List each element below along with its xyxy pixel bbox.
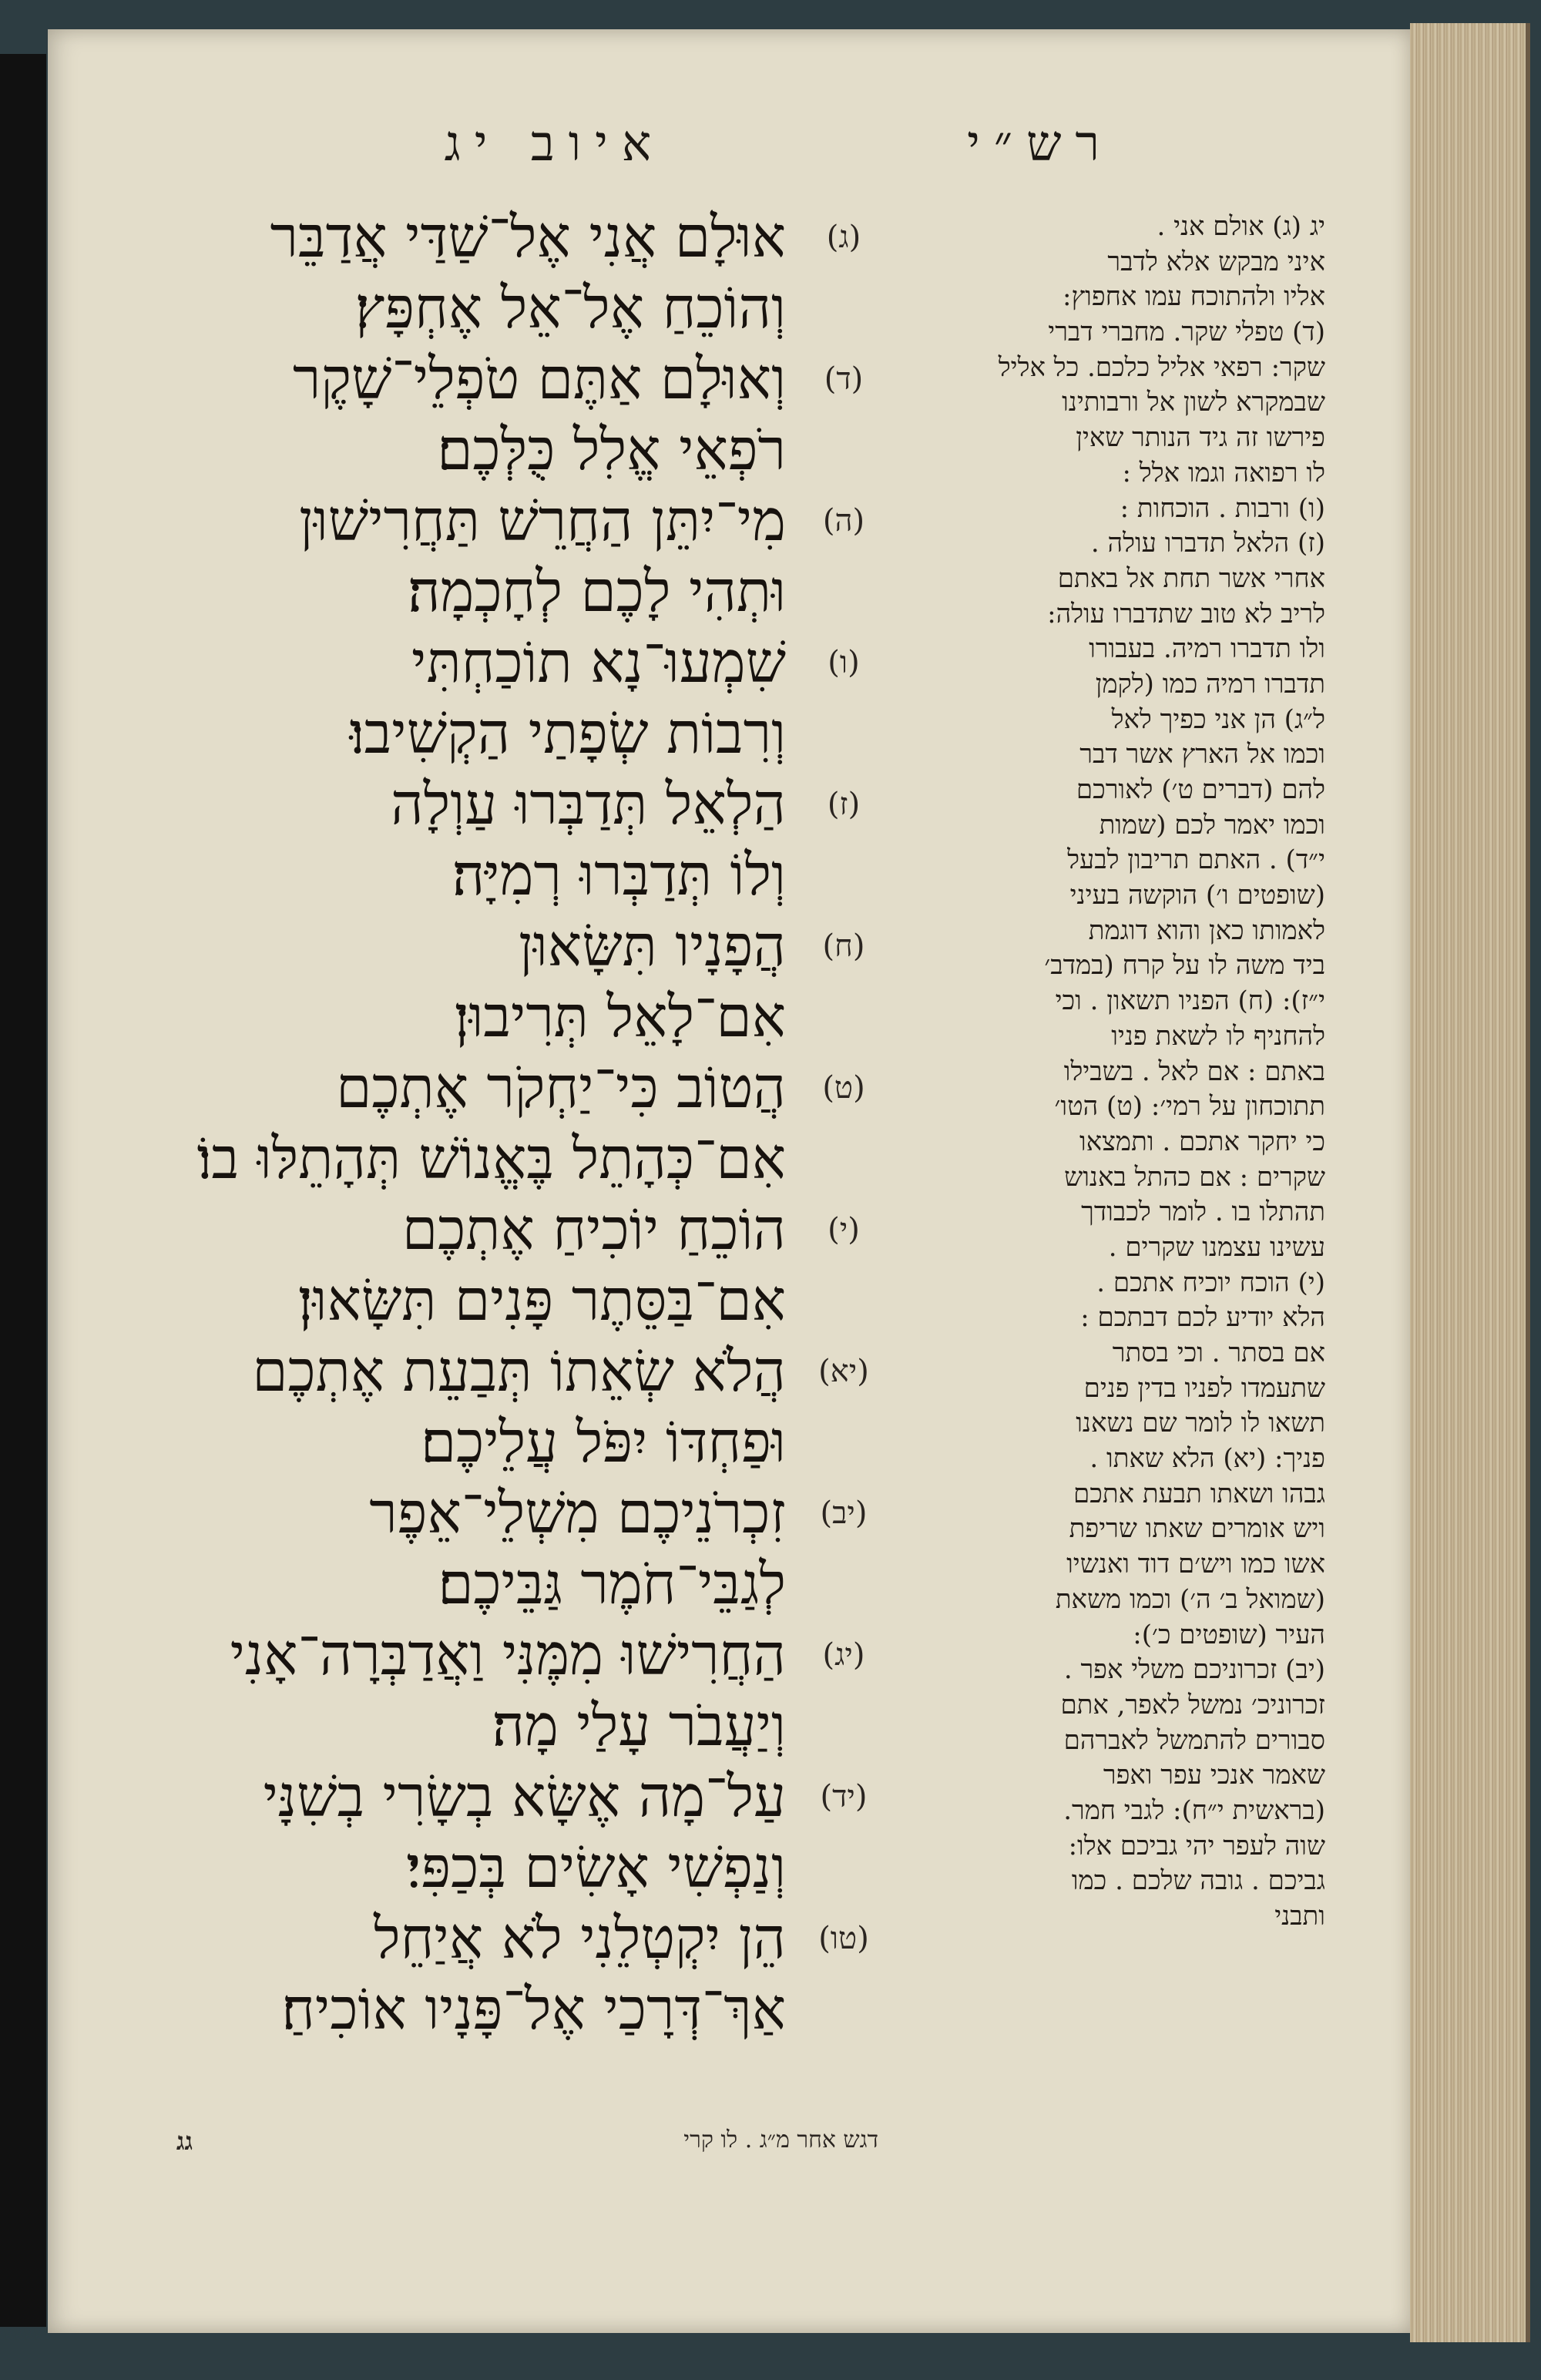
signature-mark: גג bbox=[176, 2127, 193, 2156]
verse-number: (יד) bbox=[820, 1779, 868, 1814]
verse-text: הַלְאֵל תְּדַבְּרוּ עַוְלָה bbox=[391, 771, 786, 838]
commentary-line: איני מבקש אלא לדבר bbox=[1107, 246, 1325, 277]
verse-line bbox=[116, 698, 886, 769]
commentary-line: תתוכחון על רמי׳: (ט) הטו׳ bbox=[1054, 1091, 1325, 1123]
commentary-line: גביכם . גובה שלכם . כמו bbox=[1071, 1865, 1325, 1897]
verse-line bbox=[116, 1903, 886, 1974]
verse-line bbox=[116, 1194, 886, 1265]
verse-line bbox=[116, 1478, 886, 1549]
commentary-line: שתעמדו לפניו בדין פנים bbox=[1083, 1372, 1325, 1404]
verse-number: (י) bbox=[828, 1212, 860, 1247]
verse-line bbox=[116, 1690, 886, 1761]
commentary-line: שקר: רפאי אליל כלכם. כל אליל bbox=[998, 351, 1325, 383]
verse-line bbox=[116, 556, 886, 627]
commentary-line: תהתלו בו . לומר לכבודך bbox=[1081, 1197, 1325, 1228]
verse-number: (ג) bbox=[826, 220, 861, 255]
verse-text: הֲטוֹב כִּי־יַחְקֹר אֶתְכֶם bbox=[336, 1055, 786, 1121]
commentary-line: יג (ג) אולם אני . bbox=[1157, 211, 1325, 242]
verse-line bbox=[116, 769, 886, 840]
verse-line bbox=[116, 1761, 886, 1832]
verse-text: הַחֲרִישׁוּ מִמֶּנִּי וַאֲדַבְּרָה־אָנִי bbox=[230, 1622, 786, 1688]
commentary-line: סבורים להתמשל לאברהם bbox=[1063, 1724, 1325, 1756]
commentary-line: פירשו זה גיד הנותר שאין bbox=[1076, 422, 1325, 454]
verse-line bbox=[116, 415, 886, 485]
verse-number: (ז) bbox=[827, 787, 861, 822]
verse-line bbox=[116, 1052, 886, 1123]
commentary-line: להם (דברים ט׳) לאורכם bbox=[1076, 774, 1325, 805]
verse-text: הוֹכֵחַ יוֹכִיחַ אֶתְכֶם bbox=[401, 1197, 786, 1263]
commentary-line: (ו) ורבות . הוכחות : bbox=[1120, 492, 1325, 524]
verse-line bbox=[116, 1123, 886, 1194]
commentary-line: הלא יודיע לכם דבתכם : bbox=[1080, 1302, 1325, 1334]
commentary-line: עשינו עצמנו שקרים . bbox=[1108, 1231, 1325, 1263]
commentary-line: שבמקרא לשון אל ורבותינו bbox=[1062, 387, 1325, 418]
commentary-line: וכמו אל הארץ אשר דבר bbox=[1079, 739, 1325, 770]
page-title: איוב יג bbox=[444, 116, 666, 173]
commentary-line: לריב לא טוב שתדברו עולה: bbox=[1047, 598, 1325, 629]
verse-number: (יג) bbox=[822, 1637, 865, 1673]
verse-line bbox=[116, 1336, 886, 1407]
verse-line bbox=[116, 1620, 886, 1690]
commentary-title: רש״י bbox=[967, 116, 1113, 173]
verse-number: (ו) bbox=[828, 645, 860, 680]
commentary-line: אליו ולהתוכח עמו אחפוץ: bbox=[1063, 281, 1325, 313]
verse-line bbox=[116, 273, 886, 344]
commentary-line: פניך: (יא) הלא שאתו . bbox=[1089, 1443, 1325, 1475]
verse-text: הֲפָנָיו תִּשָּׂאוּן bbox=[519, 913, 786, 979]
commentary-line: ויש אומרים שאתו שריפת bbox=[1069, 1513, 1325, 1545]
verse-text: וְלוֹ תְּדַבְּרוּ רְמִיָּה׃ bbox=[452, 842, 786, 908]
commentary-line: לו רפואה וגמו אלל : bbox=[1122, 457, 1325, 488]
verse-text: וּתְהִי לָכֶם לְחָכְמָה׃ bbox=[407, 559, 786, 625]
verse-text: וְרִבוֹת שְׂפָתַי הַקְשִׁיבוּ׃ bbox=[349, 700, 786, 767]
commentary-line: ל״ג) הן אני כפיך לאל bbox=[1111, 703, 1325, 735]
verse-line bbox=[116, 1974, 886, 2045]
commentary-column bbox=[878, 210, 1325, 2074]
verse-text: רֹפְאֵי אֱלִל כֻּלְּכֶם׃ bbox=[437, 417, 786, 483]
verse-line bbox=[116, 1407, 886, 1478]
verse-text: הֵן יִקְטְלֵנִי לֹא אֲיַחֵל bbox=[373, 1905, 786, 1972]
commentary-line: שוה לעפר יהי גביכם אלו: bbox=[1068, 1830, 1325, 1861]
commentary-line: תדברו רמיה כמו (לקמן bbox=[1095, 668, 1325, 700]
page-block-edges bbox=[1410, 23, 1530, 2342]
verse-number: (ד) bbox=[824, 361, 864, 397]
verse-line bbox=[116, 840, 886, 911]
verse-line bbox=[116, 1832, 886, 1903]
verse-line bbox=[116, 627, 886, 698]
commentary-line: (בראשית י״ח): לגבי חמר. bbox=[1063, 1794, 1325, 1826]
adjacent-page-edge bbox=[0, 54, 46, 2327]
commentary-line: אשו כמו ויש׳ם דוד ואנשיו bbox=[1066, 1549, 1325, 1580]
commentary-line: (ד) טפלי שקר. מחברי דברי bbox=[1048, 317, 1325, 348]
commentary-line: (ז) הלאל תדברו עולה . bbox=[1090, 528, 1325, 559]
commentary-line: ולו תדברו רמיה. בעבורו bbox=[1089, 633, 1325, 665]
commentary-line: (י) הוכח יוכיח אתכם . bbox=[1096, 1267, 1325, 1298]
verse-text: שִׁמְעוּ־נָא תוֹכַחְתִּי bbox=[411, 629, 786, 696]
verse-number: (ח) bbox=[822, 928, 865, 964]
commentary-line: שקרים : אם כהתל באנוש bbox=[1064, 1161, 1325, 1193]
verse-line bbox=[116, 1549, 886, 1620]
commentary-line: י״ד) . האתם תריבון לבעל bbox=[1067, 844, 1325, 876]
verse-text: אִם־כְּהָתֵל בֶּאֱנוֹשׁ תְּהָתֵלּוּ בוֹ׃ bbox=[196, 1126, 786, 1192]
verse-text: הֲלֹא שְׂאֵתוֹ תְּבַעֵת אֶתְכֶם bbox=[252, 1338, 786, 1405]
commentary-line: גבהו ושאתו תבעת אתכם bbox=[1073, 1478, 1325, 1509]
verse-text: אִם־לָאֵל תְּרִיבוּן׃ bbox=[454, 984, 786, 1050]
verse-text: וְיַעֲבֹר עָלַי מָה׃ bbox=[492, 1693, 786, 1759]
commentary-line: זכרוניכ׳ נמשל לאפר, אתם bbox=[1060, 1689, 1325, 1720]
commentary-line: י״ז): (ח) הפניו תשאון . וכי bbox=[1055, 985, 1325, 1017]
commentary-line: ביד משה לו על קרח (במדב׳ bbox=[1044, 950, 1325, 982]
commentary-line: וכמו יאמר לכם (שמות bbox=[1099, 809, 1325, 841]
verse-text: אוּלָם אֲנִי אֶל־שַׁדַּי אֲדַבֵּר bbox=[270, 204, 786, 270]
verse-text: וְהוֹכֵחַ אֶל־אֵל אֶחְפָּץ׃ bbox=[354, 275, 786, 341]
verse-text: אִם־בַּסֵּתֶר פָּנִים תִּשָּׂאוּן׃ bbox=[297, 1267, 786, 1334]
verse-line bbox=[116, 911, 886, 982]
commentary-line: (יב) זכרוניכם משלי אפר . bbox=[1063, 1654, 1325, 1686]
verse-text: וּפַחְדּוֹ יִפֹּל עֲלֵיכֶם׃ bbox=[420, 1409, 786, 1475]
commentary-line: (שופטים ו׳) הוקשה בעיני bbox=[1069, 880, 1325, 911]
verse-text: אַךְ־דְּרָכַי אֶל־פָּנָיו אוֹכִיחַ׃ bbox=[281, 1976, 786, 2043]
verse-line bbox=[116, 202, 886, 273]
verse-text: עַל־מָה אֶשָּׂא בְשָׂרִי בְשִׁנָּי bbox=[263, 1764, 786, 1830]
commentary-line: תשאו לו לומר שם נשאנו bbox=[1076, 1408, 1325, 1439]
verse-column bbox=[116, 202, 886, 2128]
verse-text: וְאוּלָם אַתֶּם טֹפְלֵי־שָׁקֶר bbox=[293, 346, 786, 412]
verse-number: (טו) bbox=[818, 1921, 869, 1956]
verse-text: זִכְרֹנֵיכֶם מִשְׁלֵי־אֵפֶר bbox=[369, 1480, 786, 1546]
commentary-line: העיר (שופטים כ׳): bbox=[1133, 1619, 1325, 1650]
verse-line bbox=[116, 982, 886, 1052]
commentary-line: כי יחקר אתכם . ותמצאו bbox=[1079, 1126, 1325, 1157]
verse-number: (יא) bbox=[818, 1354, 869, 1389]
footnote: דגש אחר מ״ג . לו קרי bbox=[683, 2127, 878, 2153]
verse-number: (ט) bbox=[822, 1070, 865, 1106]
verse-line bbox=[116, 485, 886, 556]
verse-text: וְנַפְשִׁי אָשִׂים בְּכַפִּי׃ bbox=[406, 1835, 786, 1901]
verse-text: מִי־יִתֵּן הַחֲרֵשׁ תַּחֲרִישׁוּן bbox=[299, 488, 786, 554]
verse-line bbox=[116, 344, 886, 415]
commentary-line: באתם : אם לאל . בשבילו bbox=[1063, 1056, 1325, 1087]
commentary-line: לאמותו כאן והוא דוגמת bbox=[1088, 915, 1325, 946]
verse-line bbox=[116, 1265, 886, 1336]
commentary-line: אם בסתר . וכי בסתר bbox=[1112, 1338, 1325, 1368]
commentary-line: שאמר אנכי עפר ואפר bbox=[1103, 1760, 1325, 1791]
verse-number: (ה) bbox=[822, 503, 865, 539]
commentary-line: אחרי אשר תחת אל באתם bbox=[1057, 562, 1325, 594]
commentary-line: ותבני bbox=[1274, 1901, 1325, 1932]
commentary-line: להחניף לו לשאת פניו bbox=[1111, 1020, 1325, 1052]
verse-text: לְגַבֵּי־חֹמֶר גַּבֵּיכֶם׃ bbox=[438, 1551, 786, 1617]
commentary-line: (שמואל ב׳ ה׳) וכמו משאת bbox=[1055, 1583, 1325, 1615]
verse-number: (יב) bbox=[820, 1495, 868, 1531]
